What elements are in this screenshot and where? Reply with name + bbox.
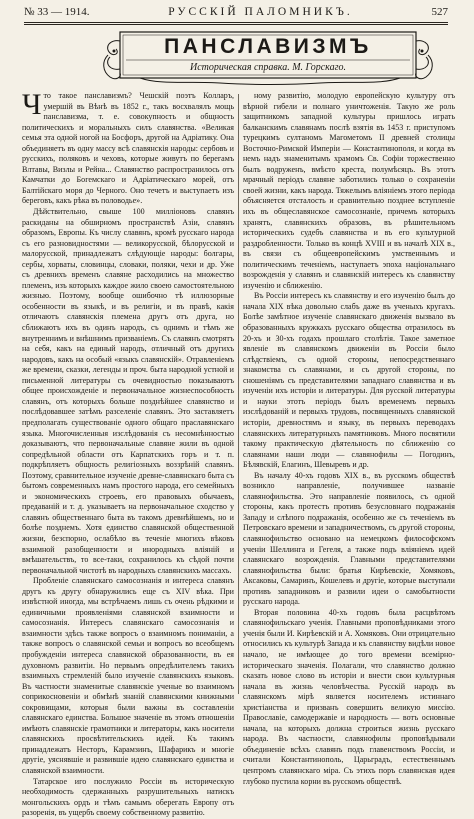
issue-number: № 33 — 1914. [24, 6, 90, 18]
running-header [24, 4, 448, 20]
column-divider [238, 94, 239, 694]
paragraph: Татарское иго послужило Россіи въ историческую необходимость сдержанныхъ разрушительныхъ натискъ монгольскихъ ордъ и тѣмъ самымъ оберегать Европу отъ разоренія, въ ущербъ своему собственному развитію. [22, 776, 234, 818]
page-number: 527 [431, 6, 448, 18]
article-title: ПАНСЛАВИЗМЪ [164, 35, 372, 58]
paragraph: Пробленіе славянскаго самосознанія и интереса славянъ другъ къ другу обнаружились еще съ XIV вѣка. При извѣстной иногда, мы встрѣчаемъ лишь съ очень рѣдкими и единичными проявленіями славянской взаимности и самосознанія. Интересъ славянскаго самосознанія и взаимности здѣсь также вопросъ о взаимномъ пониманіи, а также вопросъ о славянской семьи и вопросъ во всеобщемъ пробужденіи интереса славянской образованности, въ ея духовномъ развитіи. Но первымъ опредѣлителемъ такихъ взаимныхъ стремленій было изученіе славянскихъ языковъ. Въ частности знаменитые славянскіе ученые во взаимномъ соприкосновеніи и обмѣнѣ знаній славянскими книжными сокровищами, которыя были важны въ составленіи славянскаго единства. Большое значеніе въ этомъ отношеніи имѣютъ славянскіе грамотники и литераторы, какъ носители славянскихъ просвѣтительскихъ идей. Къ такимъ принадлежатъ Несторъ, Карамзинъ, Шафарикъ и многіе другіе, уяснявшіе и развившіе идею славянскаго единства и славянской взаимности. [22, 576, 234, 775]
text-column-right [243, 91, 455, 786]
header-rule [24, 22, 448, 23]
paragraph: Въ Россіи интересъ къ славянству и его изученію былъ до начала XIX вѣка довольно слабъ даже въ ученыхъ кругахъ. Болѣе замѣтное изученіе славянскаго движенія вызвало въ образованныхъ кружкахъ русскаго общества отразилось въ 20-хъ и 30-хъ годахъ прошлаго столѣтія. Такое заметное явленіе въ славянскомъ движеніи въ Россіи было слѣдствіемъ, съ одной стороны, непосредственнаго знакомства съ славянами, и съ другой стороны, по сношеніямъ съ представителями западнаго славянства и въ изученіи ихъ исторіи и литературы. Для русской литературы и науки этотъ періодъ былъ временемъ первыхъ изслѣдованій и первыхъ трудовъ, посвященныхъ славянской исторіи, древностямъ и языку, въ первыхъ переводахъ славянскихъ литературныхъ памятниковъ. Много посвятили такому практическую дѣятельность по сближенію со славянами наши люди — славянофилы — Погодинъ, Бѣлявскій, Елагинъ, Шевыревъ и др. [243, 291, 455, 470]
drop-cap: Ч [22, 88, 42, 121]
magazine-title: РУССКІЙ ПАЛОМНИКЪ. [168, 6, 353, 18]
paragraph: Что такое панславизмъ? Чешскій поэтъ Колларъ, умершій въ Вѣнѣ въ 1852 г., такъ восхвалялъ мощь панславизма, т. е. совокупность и общность политическихъ и моральныхъ силъ славянства. «Великая семья эта одной ногой на Босфоръ, другой на Адріатику. Она объединяетъ въ одну массу всѣ славянскія народы: сербовъ и русскихъ, поляковъ и чеховъ, которые живутъ по берегамъ Влтавы, Визлы и Рейна... Славянство распространилось отъ Камчатки до Богемскаго и Адріатическаго морей, отъ Балтійскаго моря до Черного. Оно течетъ и выступаетъ изъ береговъ, какъ рѣка въ половодье». [22, 88, 234, 206]
text-column-left [22, 88, 234, 818]
paragraph: Вторая половина 40-хъ годовъ была расцвѣтомъ славянофильскаго ученія. Главными проповѣдниками этого ученія были И. Кирѣевскій и А. Хомяковъ. Они отрицательно относились къ культурѣ Запада и къ славянству видѣли новое начало, не имѣющее до того времени всемірно-историческаго значенія. Полагали, что славянство должно сказать новое слово въ исторіи и внести свои культурныя начала въ жизнь человѣчества. Русскій народъ въ славянскомъ мірѣ является носителемъ истиннаго христіанства и призванъ совершить великую миссію. Православіе, самодержавіе и народность — вотъ основные начала, на которыхъ должна строиться жизнь русскаго народа. Въ частности, славянофилы проповѣдывали объединеніе всѣхъ славянъ подъ главенствомъ Россіи, и считали Константинополь, Царьградъ, естественнымъ центромъ славянскаго міра. Съ этихъ поръ славянская идея глубоко пустила корни въ русскомъ обществѣ. [243, 607, 455, 786]
paragraph: Въ началу 40-хъ годовъ XIX в., въ русскомъ обществѣ возникло направленіе, получившее названіе славянофильства. Это направленіе появилось, съ одной стороны, какъ протестъ противъ безусловнаго подражанія Западу и слѣпого подражанія, особенно же съ теченіемъ въ Петровскаго времени и западничествомъ, съ другой стороны, славянофильство основано на немецкомъ философскомъ ученіи Шеллинга и Гегеля, а также подъ вліяніемъ идей славянскаго возрожденія. Главными представителями славянофильства были: братья Кирѣевскіе, Хомяковъ, Аксаковы, Самаринъ, Кошелевъ и другіе, которые выступали противъ западниковъ и развили идеи о самобытности русскаго народа. [243, 470, 455, 607]
title-banner [100, 31, 440, 87]
article-subtitle: Историческая справка. М. Горскаго. [190, 62, 346, 73]
paragraph: ному развитію, молодую европейскую культуру отъ вѣрной гибели и полнаго уничтоженія. Такую же роль защитникомъ западной культуры пришлось играть балканскимъ славянамъ послѣ взятія въ 1453 г. приступомъ турецкимъ султаномъ Магометомъ II древней столицы Восточно-Римской Имперіи — Константинополя, и когда въ немъ надъ знаменитымъ храмомъ Св. Софіи торжественно былъ водруженъ, вмѣсто креста, полумѣсяцъ. Въ этотъ мрачный періодъ славяне заботились только о сохраненіи своей жизни, какъ народа. Тяжелымъ вліяніемъ этого періода объясняется отсталость и сравнительно позднее вступленіе ихъ въ общеславянское самосознаніе, причемъ которыхъ хранятъ, славянскихъ образовъ, въ рѣшительномъ историческихъ судебъ славянства и въ его культурной раздробленности. Только въ концѣ XVIII и въ началѣ XIX в., въ связи съ общеевропейскимъ умственнымъ и политическимъ теченіемъ, наступаетъ эпоха національнаго возрожденія у славянъ и славянскій интересъ къ славянству изученію и сближенію. [243, 91, 455, 290]
header-rule-secondary [24, 24, 448, 25]
paragraph: Дѣйствительно, свыше 100 милліоновъ славянъ раскиданы на обширномъ пространствѣ Азіи, славянъ образомъ, Европы. Къ числу славянъ, кромѣ русскаго народа съ его разновидностями — великорусской, бѣлорусской и малорусской, принадлежатъ слѣдующіе народы: болгары, сербы, хорваты, словинцы, словаки, поляки, чехи и др. Уже съ древнихъ временъ славяне расходились на множество племенъ, изъ которыхъ каждое жило своею самостоятельною жизнью. Поэтому, вообще ошибочно тѣ иллюзорные особенности въ языкѣ, и въ религіи, и въ правѣ, какія отличаютъ славянскія племена другъ отъ друга, но сближаютъ ихъ въ одинъ народъ, съ однимъ и тѣмъ же внутреннимъ и внѣшнимъ призваніемъ. Съ славянъ смотрятъ на себя, какъ на единый народъ, отличный отъ другихъ народовъ, какъ на особый «языкъ славянскій». Отравленіемъ же времени, сказки, легенды и проч. быта народной устной и письменной литературы съ очевидностью показываютъ общее происхожденіе и первоначальное жизнеспособность славянъ, отъ которыхъ больше позднѣйшее славянство и послѣдовавшее затѣмъ разселеніе славянъ. Это заставляетъ предполагать существованіе одного общаго праславянскаго языка. Многочисленныя изслѣдованія съ несомнѣнностью доказываютъ, что первоначальные славяне жили въ одной сопредѣльной области отъ Карпатскихъ горъ и т. п. подкрѣпляетъ общность религіозныхъ воззрѣній славянъ. Поэтому, сравнительное изученіе древне-славянскаго быта съ бытомъ современныхъ намъ простого народа, его семейныхъ и экономическихъ строевъ, его правовыхъ обычаевъ, предаваній и т. д. указываетъ на первоначальное сходство у славянъ общественнаго быта въ такомъ древнѣйшемъ, но и болѣе позднемъ. Хотя единство славянской общественной жизни, безспорно, ослабѣло въ теченіе многихъ вѣковъ взаимной разобщенности и инородныхъ вліяній и вмѣшательствъ, то все-таки, сохранилось къ сѣдой почти первоначальной чистотѣ въ народныхъ славянскихъ массахъ. [22, 207, 234, 575]
